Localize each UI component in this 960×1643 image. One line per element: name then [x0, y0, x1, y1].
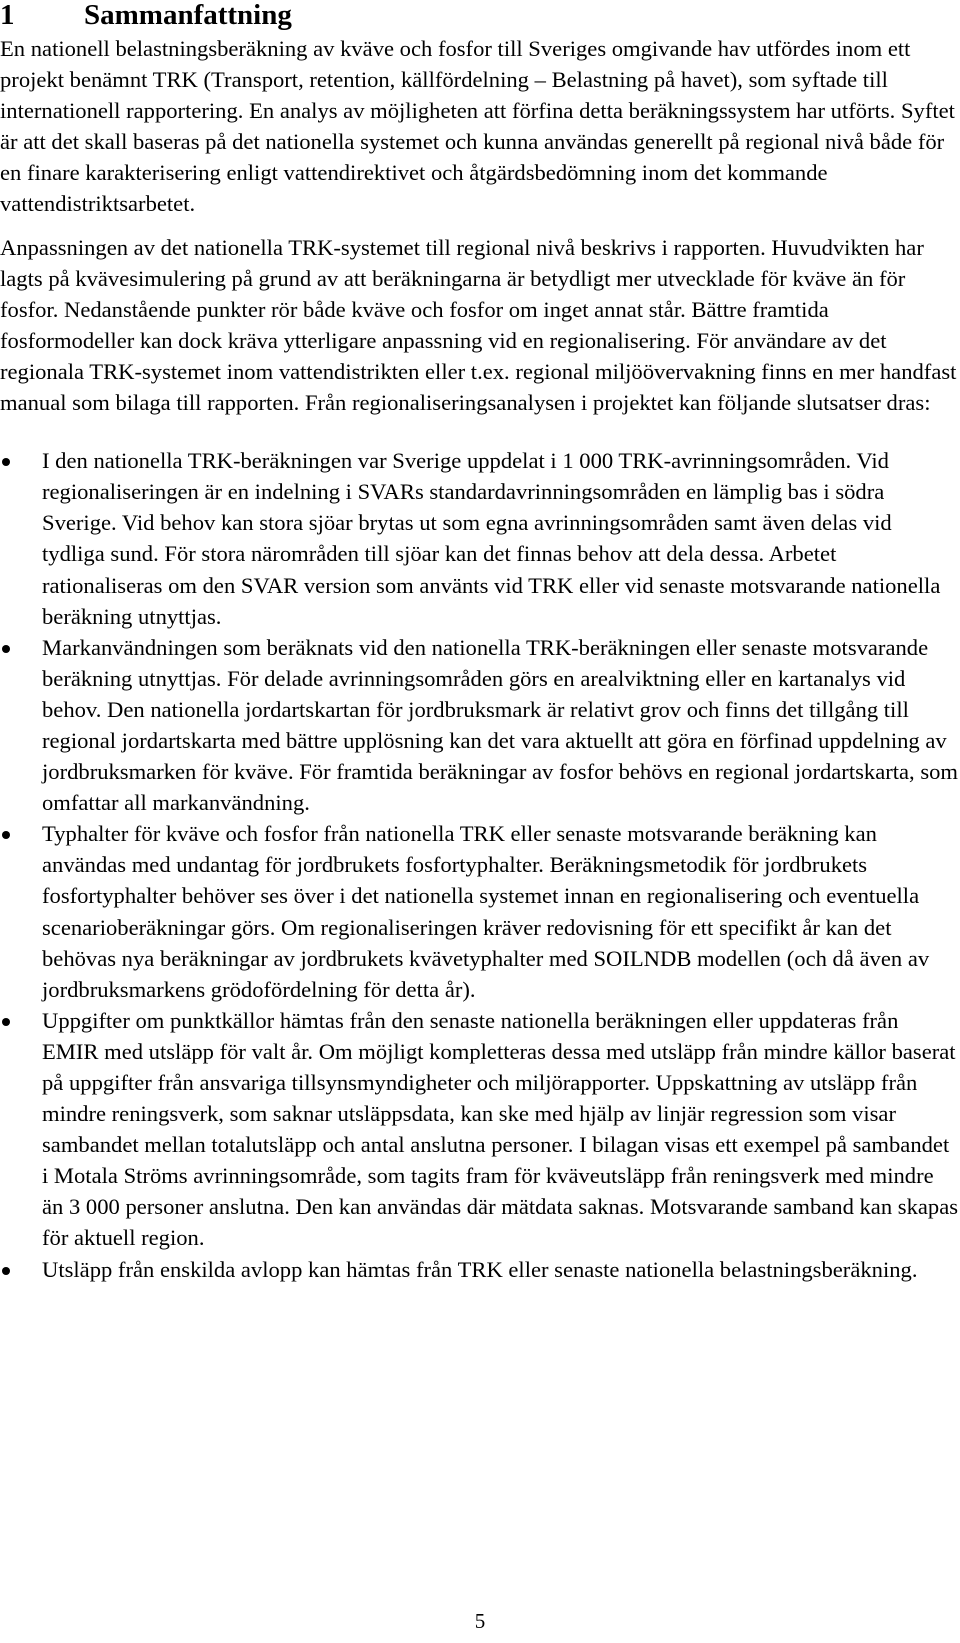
- list-item-text: I den nationella TRK-beräkningen var Sverige uppdelat i 1 000 TRK-avrinningsområden. Vid regionaliseringen är en indelning i SVARs standardavrinningsområden en lämplig bas i södra Sverige. Vid behov kan stora sjöar brytas ut som egna avrinningsområden samt även delas vid tydliga sund. För stora närområden till sjöar kan det finnas behov att dela dessa. Arbetet rationaliseras om den SVAR version som använts vid TRK eller vid senaste motsvarande nationella beräkning utnyttjas.: [42, 448, 941, 629]
- section-number: 1: [0, 0, 15, 31]
- list-item-text: Utsläpp från enskilda avlopp kan hämtas från TRK eller senaste nationella belastningsberäkning.: [42, 1256, 918, 1282]
- list-item: [0, 1254, 960, 1285]
- body-text: [0, 33, 960, 1285]
- list-item: [0, 632, 960, 819]
- list-item: [0, 818, 960, 1005]
- paragraph-adaptation: Anpassningen av det nationella TRK-systemet till regional nivå beskrivs i rapporten. Huvudvikten har lagts på kvävesimulering på grund av att beräkningarna är betydligt mer utvecklade för kväve än för fosfor. Nedanstående punkter rör både kväve och fosfor om inget annat står. Bättre framtida fosformodeller kan dock kräva ytterligare anpassning vid en regionalisering. För användare av det regionala TRK-systemet inom vattendistrikten eller t.ex. regional miljöövervakning finns en mer handfast manual som bilaga till rapporten. Från regionaliseringsanalysen i projektet kan följande slutsatser dras:: [0, 234, 957, 416]
- list-item: [0, 445, 960, 632]
- bullet-icon: [2, 458, 10, 466]
- section-heading: [0, 0, 292, 32]
- list-item-text: Markanvändningen som beräknats vid den nationella TRK-beräkningen eller senaste motsvarande beräkning utnyttjas. För delade avrinningsområden görs en arealviktning eller en kartanalys vid behov. Den nationella jordartskartan för jordbruksmark är relativt grov och finns det tillgång till regional jordartskarta med bättre upplösning kan det vara aktuellt att göra en förfinad uppdelning av jordbruksmarken för kväve. För framtida beräkningar av fosfor behövs en regional jordartskarta, som omfattar all markanvändning.: [42, 634, 959, 816]
- bullet-icon: [2, 1267, 10, 1275]
- list-item-text: Uppgifter om punktkällor hämtas från den senaste nationella beräkningen eller uppdateras från EMIR med utsläpp för valt år. Om möjligt kompletteras dessa med utsläpp från mindre källor baserat på uppgifter från ansvariga tillsynsmyndigheter och miljörapporter. Uppskattning av utsläpp från mindre reningsverk, som saknar utsläppsdata, kan ske med hjälp av linjär regression som visar sambandet mellan totalutsläpp och antal anslutna personer. I bilagan visas ett exempel på sambandet i Motala Ströms avrinningsområde, som tagits fram för kväveutsläpp från reningsverk med mindre än 3 000 personer anslutna. Den kan användas där mätdata saknas. Motsvarande samband kan skapas för aktuell region.: [42, 1007, 959, 1251]
- page-number: 5: [474, 1609, 486, 1633]
- conclusion-list: [0, 445, 960, 1285]
- list-item: [0, 1005, 960, 1254]
- bullet-icon: [2, 831, 10, 839]
- bullet-icon: [2, 645, 10, 653]
- bullet-icon: [2, 1018, 10, 1026]
- paragraph-intro: En nationell belastningsberäkning av kväve och fosfor till Sveriges omgivande hav utfördes inom ett projekt benämnt TRK (Transport, retention, källfördelning – Belastning på havet), som syftade till internationell rapportering. En analys av möjligheten att förfina detta beräkningssystem har utförts. Syftet är att det skall baseras på det nationella systemet och kunna användas generellt på regional nivå både för en finare karakterisering enligt vattendirektivet och åtgärdsbedömning inom det kommande vattendistriktsarbetet.: [0, 36, 955, 217]
- list-item-text: Typhalter för kväve och fosfor från nationella TRK eller senaste motsvarande beräkning kan användas med undantag för jordbrukets fosfortyphalter. Beräkningsmetodik för jordbrukets fosfortyphalter behöver ses över i det nationella systemet innan en regionalisering och eventuella scenarioberäkningar görs. Om regionaliseringen kräver redovisning för ett specifikt år kan det behövas nya beräkningar av jordbrukets kvävetyphalter med SOILNDB modellen (och då även av jordbruksmarkens grödofördelning för detta år).: [42, 821, 930, 1002]
- section-title: Sammanfattning: [84, 0, 292, 31]
